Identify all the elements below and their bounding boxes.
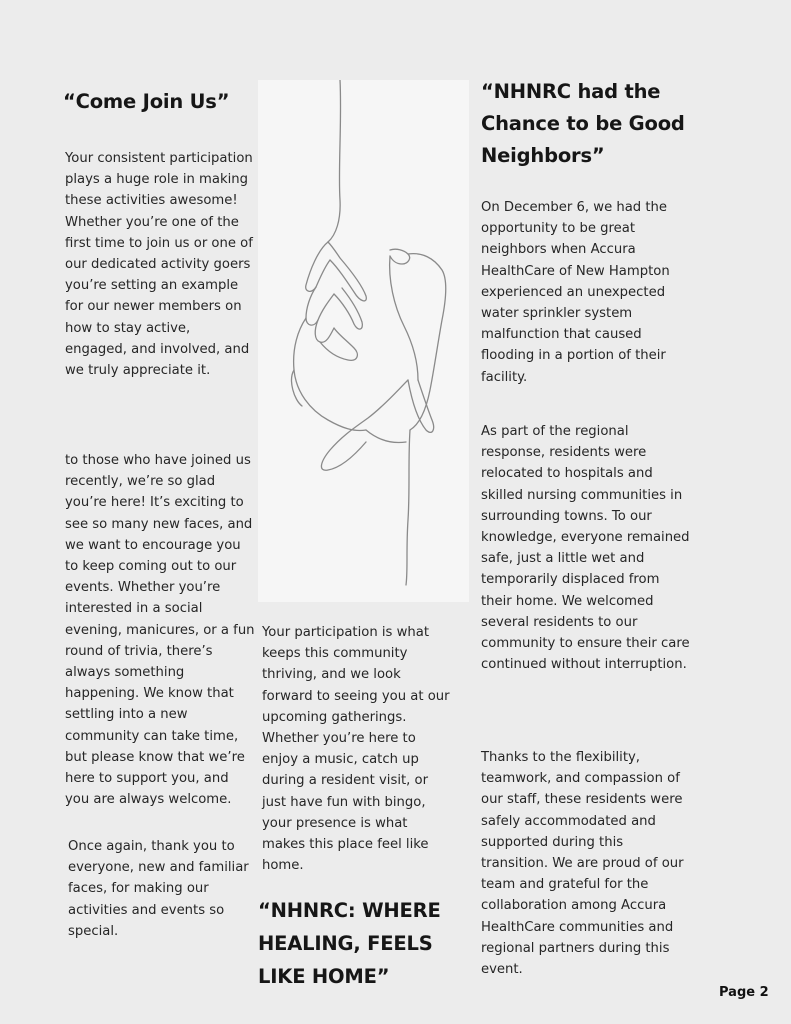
thank-you-paragraph: Once again, thank you to everyone, new and familiar faces, for making our activities and events so special. — [68, 839, 249, 939]
come-join-us-heading: “Come Join Us” — [63, 90, 230, 113]
good-neighbors-heading: “NHNRC had the Chance to be Good Neighbors” — [481, 80, 685, 167]
hands-illustration-panel — [258, 80, 469, 602]
participation-paragraph: Your consistent participation plays a huge role in making these activities awesome! Whether you’re one of the first time to join us or one of our dedicated activity goers you’re setting an example for our newer members on how to stay active, engaged, and involved, and we truly appreciate it. — [65, 151, 253, 379]
nhnrc-healing-heading: “NHNRC: WHERE HEALING, FEELS LIKE HOME” — [258, 899, 441, 988]
page-number: Page 2 — [719, 985, 769, 1000]
staff-thanks-paragraph: Thanks to the flexibility, teamwork, and compassion of our staff, these residents were safely accommodated and supported during this transition. We are proud of our team and grateful for the collaboration among Accura HealthCare communities and regional partners during this event. — [481, 750, 684, 978]
community-thriving-paragraph: Your participation is what keeps this community thriving, and we look forward to seeing you at our upcoming gatherings. Whether you’re here to enjoy a music, catch up during a resident visit, or just have fun with bingo, your presence is what makes this place feel like home. — [262, 625, 450, 874]
new-members-paragraph: to those who have joined us recently, we’re so glad you’re here! It’s exciting to see so many new faces, and we want to encourage you to keep coming out to our events. Whether you’re interested in a social evening, manicures, or a fun round of trivia, there’s always something happening. We know that settling into a new community can take time, but please know that we’re here to support you, and you are always welcome. — [65, 453, 255, 808]
december-event-paragraph: On December 6, we had the opportunity to be great neighbors when Accura HealthCare of New Hampton experienced an unexpected water sprinkler system malfunction that caused flooding in a portion of their facility. — [481, 200, 670, 385]
hands-line-drawing — [258, 80, 469, 602]
regional-response-paragraph: As part of the regional response, residents were relocated to hospitals and skilled nursing communities in surrounding towns. To our knowledge, everyone remained safe, just a little wet and temporarily displaced from their home. We welcomed several residents to our community to ensure their care continued without interruption. — [481, 424, 690, 673]
